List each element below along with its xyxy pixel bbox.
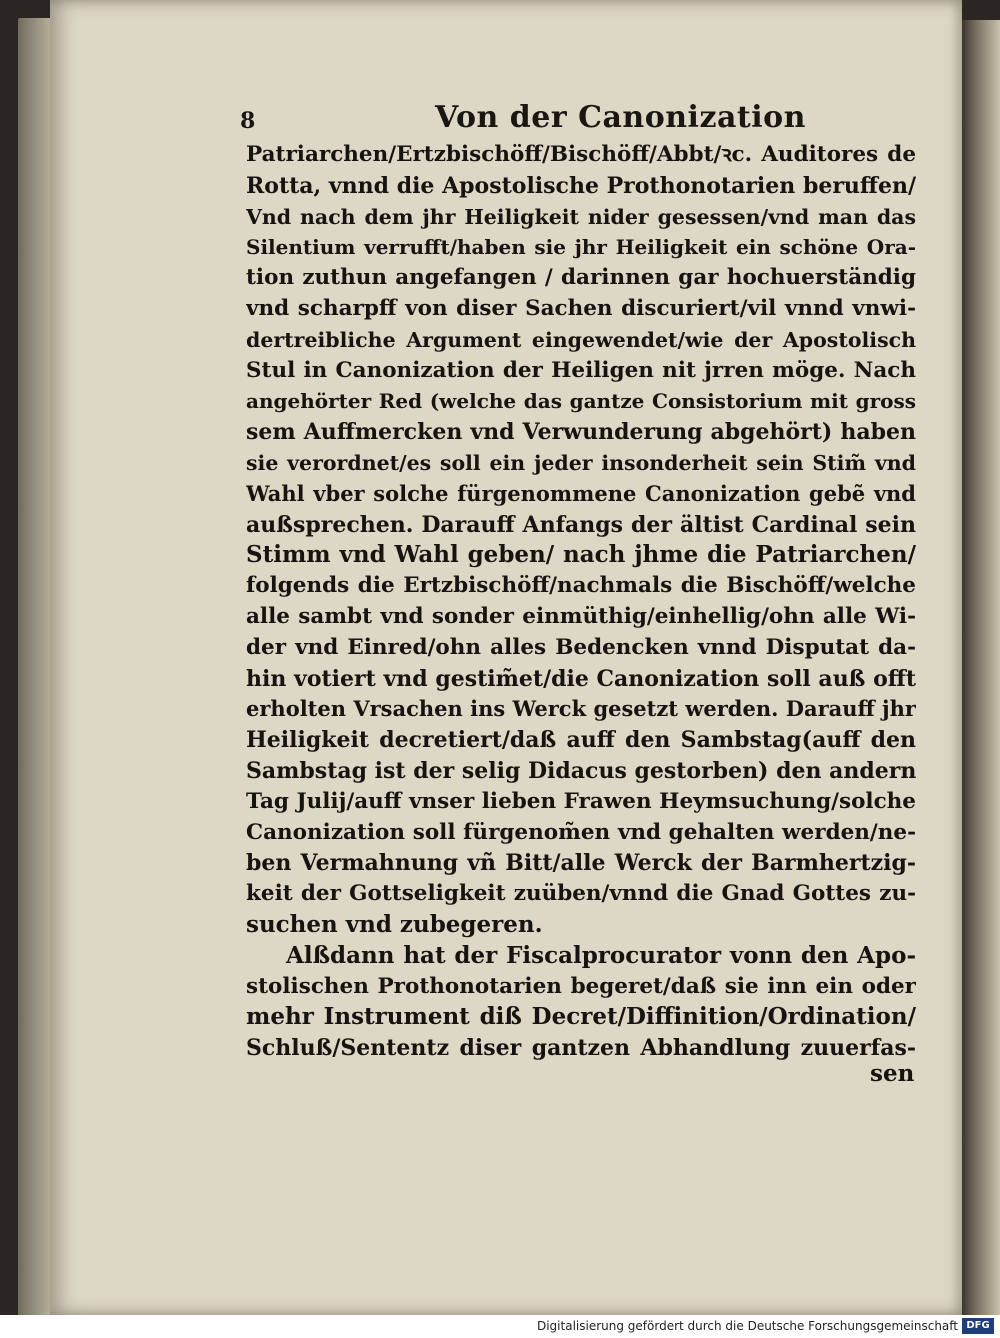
text-line: Schluß/Sententz diser gantzen Abhandlung zuuerfas- [246,1035,916,1062]
text-line: Wahl vber solche fürgenommene Canonization gebẽ vnd [246,480,916,506]
page-header [240,100,930,144]
text-line: Alßdann hat der Fiscalprocurator vonn den Apo- [286,941,916,969]
dfg-logo-icon: DFG [962,1318,994,1334]
text-line: Vnd nach dem jhr Heiligkeit nider gesessen/vnd man das [246,204,916,229]
text-line: vnd scharpff von diser Sachen discuriert/vil vnnd vnwi- [246,295,916,321]
text-line: dertreibliche Argument eingewendet/wie der Apostolisch [246,327,916,352]
page-number: 8 [240,108,256,134]
text-line: stolischen Prothonotarien begeret/daß sie inn ein oder [246,973,916,999]
text-line: Silentium verrufft/haben sie jhr Heiligkeit ein schöne Ora- [246,235,916,260]
body-text [246,140,916,1064]
text-line: hin votiert vnd gestim̃et/die Canonization soll auß offt [246,665,916,692]
text-line: erholten Vrsachen ins Werck gesetzt werden. Darauff jhr [246,696,916,722]
facing-page-edge [962,20,1000,1315]
text-line: tion zuthun angefangen / darinnen gar hochuerständig [246,265,916,291]
book-edge [18,18,52,1318]
footer-bar [0,1315,1000,1338]
text-line: mehr Instrument diß Decret/Diffinition/Ordination/ [246,1003,916,1031]
text-line: außsprechen. Darauff Anfangs der ältist Cardinal sein [246,511,916,538]
text-line: Stul in Canonization der Heiligen nit jrren möge. Nach [246,357,916,383]
text-line: der vnd Einred/ohn alles Bedencken vnnd Disputat da- [246,634,916,660]
text-line: Heiligkeit decretiert/daß auff den Sambstag(auff den [246,727,916,754]
text-line: Patriarchen/Ertzbischöff/Bischöff/Abbt/ꝛc. Auditores de [246,142,916,167]
text-line: ben Vermahnung vñ Bitt/alle Werck der Barmhertzig- [246,850,916,877]
text-line: Tag Julij/auff vnser lieben Frawen Heymsuchung/solche [246,788,916,814]
text-line: suchen vnd zubegeren. [246,910,543,938]
catchword: sen [870,1060,915,1087]
text-line: alle sambt vnd sonder einmüthig/einhellig/ohn alle Wi- [246,603,916,629]
text-line: sie verordnet/es soll ein jeder insonderheit sein Stim̃ vnd [246,450,916,475]
digitization-credit: Digitalisierung gefördert durch die Deutsche Forschungsgemeinschaft [536,1319,958,1333]
running-title: Von der Canonization [435,100,806,135]
text-line: folgends die Ertzbischöff/nachmals die Bischöff/welche [246,573,916,599]
text-line: keit der Gottseligkeit zuüben/vnnd die Gnad Gottes zu- [246,881,916,907]
text-line: angehörter Red (welche das gantze Consistorium mit gross [246,389,916,414]
text-line: Rotta, vnnd die Apostolische Prothonotarien beruffen/ [246,172,916,199]
text-line: Canonization soll fürgenom̃en vnd gehalten werden/ne- [246,819,916,845]
text-line: Sambstag ist der selig Didacus gestorben) den andern [246,757,916,784]
text-line: sem Auffmercken vnd Verwunderung abgehört) haben [246,419,916,446]
text-line: Stimm vnd Wahl geben/ nach jhme die Patriarchen/ [246,541,916,569]
